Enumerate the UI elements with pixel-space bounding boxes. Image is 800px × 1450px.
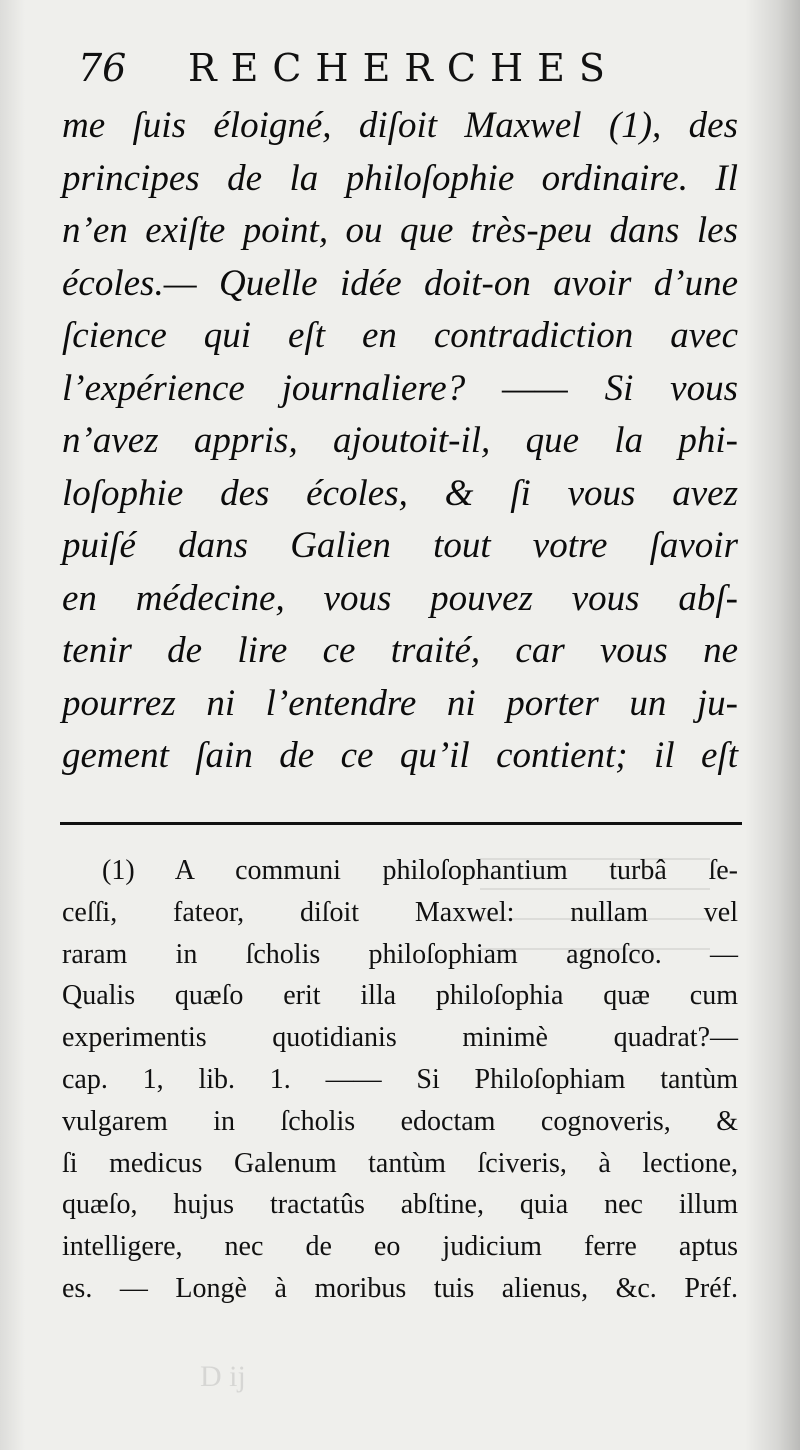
text-line: loſophie des écoles, & ſi vous avez	[62, 472, 738, 514]
footnote-separator-rule	[60, 822, 742, 825]
footnote-line: intelligere, nec de eo judicium ferre aptus	[62, 1231, 738, 1263]
footnote-line: vulgarem in ſcholis edoctam cognoveris, &	[62, 1105, 738, 1137]
footnote-line: cap. 1, lib. 1. —— Si Philoſophiam tantùm	[62, 1063, 738, 1095]
footnote-line: quæſo, hujus tractatûs abſtine, quia nec illum	[62, 1189, 738, 1221]
footnote-line: ceſſi, fateor, diſoit Maxwel: nullam vel	[62, 896, 738, 928]
text-line: n’en exiſte point, ou que très-peu dans les	[62, 210, 738, 251]
footnote-line: experimentis quotidianis minimè quadrat?—	[62, 1022, 738, 1054]
text-line: tenir de lire ce traité, car vous ne	[62, 630, 738, 671]
text-line: principes de la philoſophie ordinaire. Il	[62, 157, 738, 199]
text-line: écoles.— Quelle idée doit-on avoir d’une	[62, 262, 738, 304]
page-header	[78, 40, 698, 100]
text-line: me ſuis éloigné, diſoit Maxwel (1), des	[62, 105, 738, 146]
text-line: n’avez appris, ajoutoit-il, que la phi-	[62, 420, 738, 461]
text-line: puiſé dans Galien tout votre ſavoir	[62, 525, 738, 566]
main-text	[62, 100, 738, 783]
footnote-line: raram in ſcholis philoſophiam agnoſco. —	[62, 938, 738, 970]
page-gutter-shadow	[745, 0, 800, 1450]
footnote	[62, 850, 738, 1310]
page-number: 76	[78, 46, 127, 90]
text-line: en médecine, vous pouvez vous abſ-	[62, 577, 738, 619]
footnote-line: (1) A communi philoſophantium turbâ ſe-	[102, 855, 738, 886]
footnote-line: Qualis quæſo erit illa philoſophia quæ cum	[62, 980, 738, 1012]
running-head: RECHERCHES	[188, 46, 619, 90]
page-left-edge-shadow	[0, 0, 25, 1450]
footnote-line: ſi medicus Galenum tantùm ſciveris, à lectione,	[62, 1147, 738, 1179]
text-line: gement ſain de ce qu’il contient; il eſt	[62, 735, 738, 776]
text-line: pourrez ni l’entendre ni porter un ju-	[62, 682, 738, 724]
text-line: ſcience qui eſt en contradiction avec	[62, 315, 738, 356]
signature-mark: D ij	[200, 1360, 246, 1393]
footnote-line: es. — Longè à moribus tuis alienus, &c. Préf.	[62, 1272, 738, 1304]
text-line: l’expérience journaliere? —— Si vous	[62, 367, 738, 409]
